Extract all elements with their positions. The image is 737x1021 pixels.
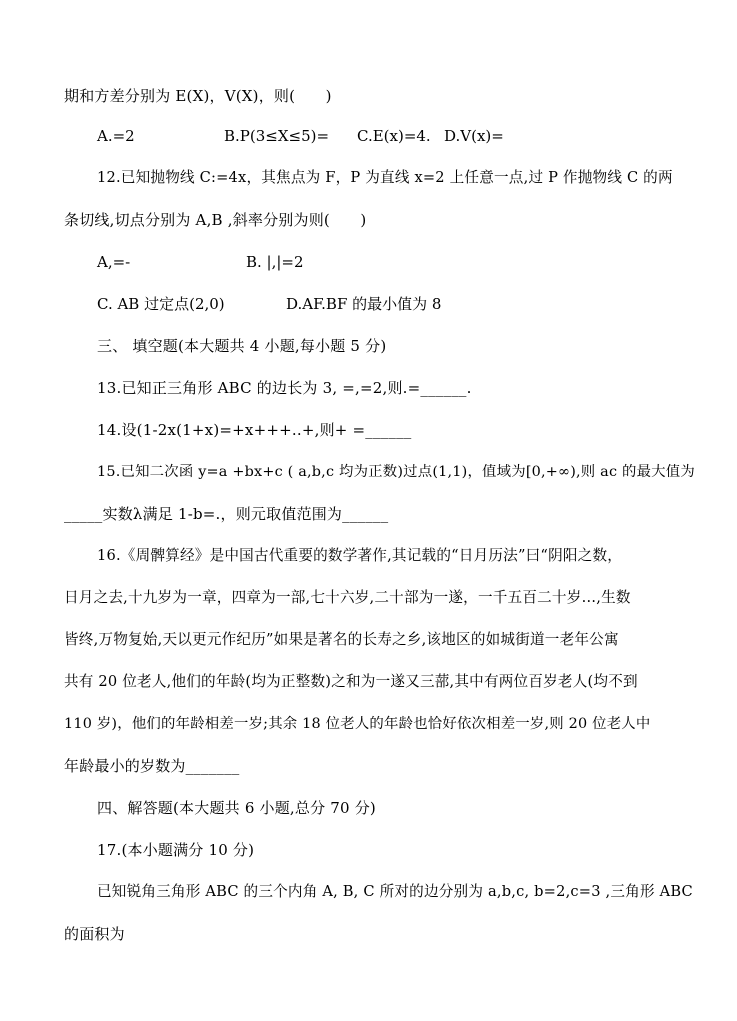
q15-line1: 15.已知二次函 y=a +bx+c ( a,b,c 均为正数)过点(1,1)，值域为[0,+∞),则 ac 的最大值为 <box>97 464 695 480</box>
q12-option-d: D.AF.BF 的最小值为 8 <box>286 295 442 313</box>
section-3-heading: 三、 填空题(本大题共 4 小题,每小题 5 分) <box>97 337 387 355</box>
q17-title: 17.(本小题满分 10 分) <box>97 841 255 859</box>
q12-stem-line1: 12.已知抛物线 C:=4x，其焦点为 F，P 为直线 x=2 上任意一点,过 P 作抛物线 C 的两 <box>97 169 673 186</box>
q13-text: 13.已知正三角形 ABC 的边长为 3, =,=2,则.=______. <box>97 379 472 397</box>
q12-stem-line2: 条切线,切点分别为 A,B ,斜率分别为则( ) <box>64 211 367 229</box>
section-4-heading: 四、解答题(本大题共 6 小题,总分 70 分) <box>97 799 376 817</box>
q11-option-d: D.V(x)= <box>444 127 504 145</box>
q11-option-b: B.P(3≤X≤5)= <box>224 127 330 145</box>
q11-stem-continuation: 期和方差分别为 E(X)，V(X)，则( ) <box>64 87 332 105</box>
q12-option-a: A,=- <box>97 253 131 271</box>
q16-line4: 共有 20 位老人,他们的年龄(均为正整数)之和为一遂又三蔀,其中有两位百岁老人(均不到 <box>64 673 638 690</box>
q11-option-c: C.E(x)=4. <box>357 127 431 145</box>
q16-line5: 110 岁)，他们的年龄相差一岁;其余 18 位老人的年龄也恰好依次相差一岁,则 20 位老人中 <box>64 716 651 732</box>
q16-line1: 16.《周髀算经》是中国古代重要的数学著作,其记载的“日月历法”曰“阴阳之数， <box>97 547 623 564</box>
q16-line3: 皆终,万物复始,天以更元作纪历”如果是著名的长寿之乡,该地区的如城街道一老年公寓 <box>64 631 619 648</box>
q17-line1: 已知锐角三角形 ABC 的三个内角 A, B, C 所对的边分别为 a,b,c, b=2,c=3 ,三角形 ABC <box>97 883 693 900</box>
q14-text: 14.设(1-2x(1+x)=+x+++..+,则+ =______ <box>97 421 412 439</box>
q16-line2: 日月之去,十九岁为一章，四章为一部,七十六岁,二十部为一遂，一千五百二十岁…,生数 <box>64 589 631 606</box>
q12-option-c: C. AB 过定点(2,0) <box>97 295 225 313</box>
q11-option-a: A.=2 <box>97 127 135 145</box>
q16-line6: 年龄最小的岁数为_______ <box>64 757 240 775</box>
q17-line2: 的面积为 <box>64 925 125 943</box>
q12-option-b: B. |,|=2 <box>246 253 304 271</box>
q15-line2: _____实数λ满足 1-b=.，则元取值范围为______ <box>64 505 389 523</box>
